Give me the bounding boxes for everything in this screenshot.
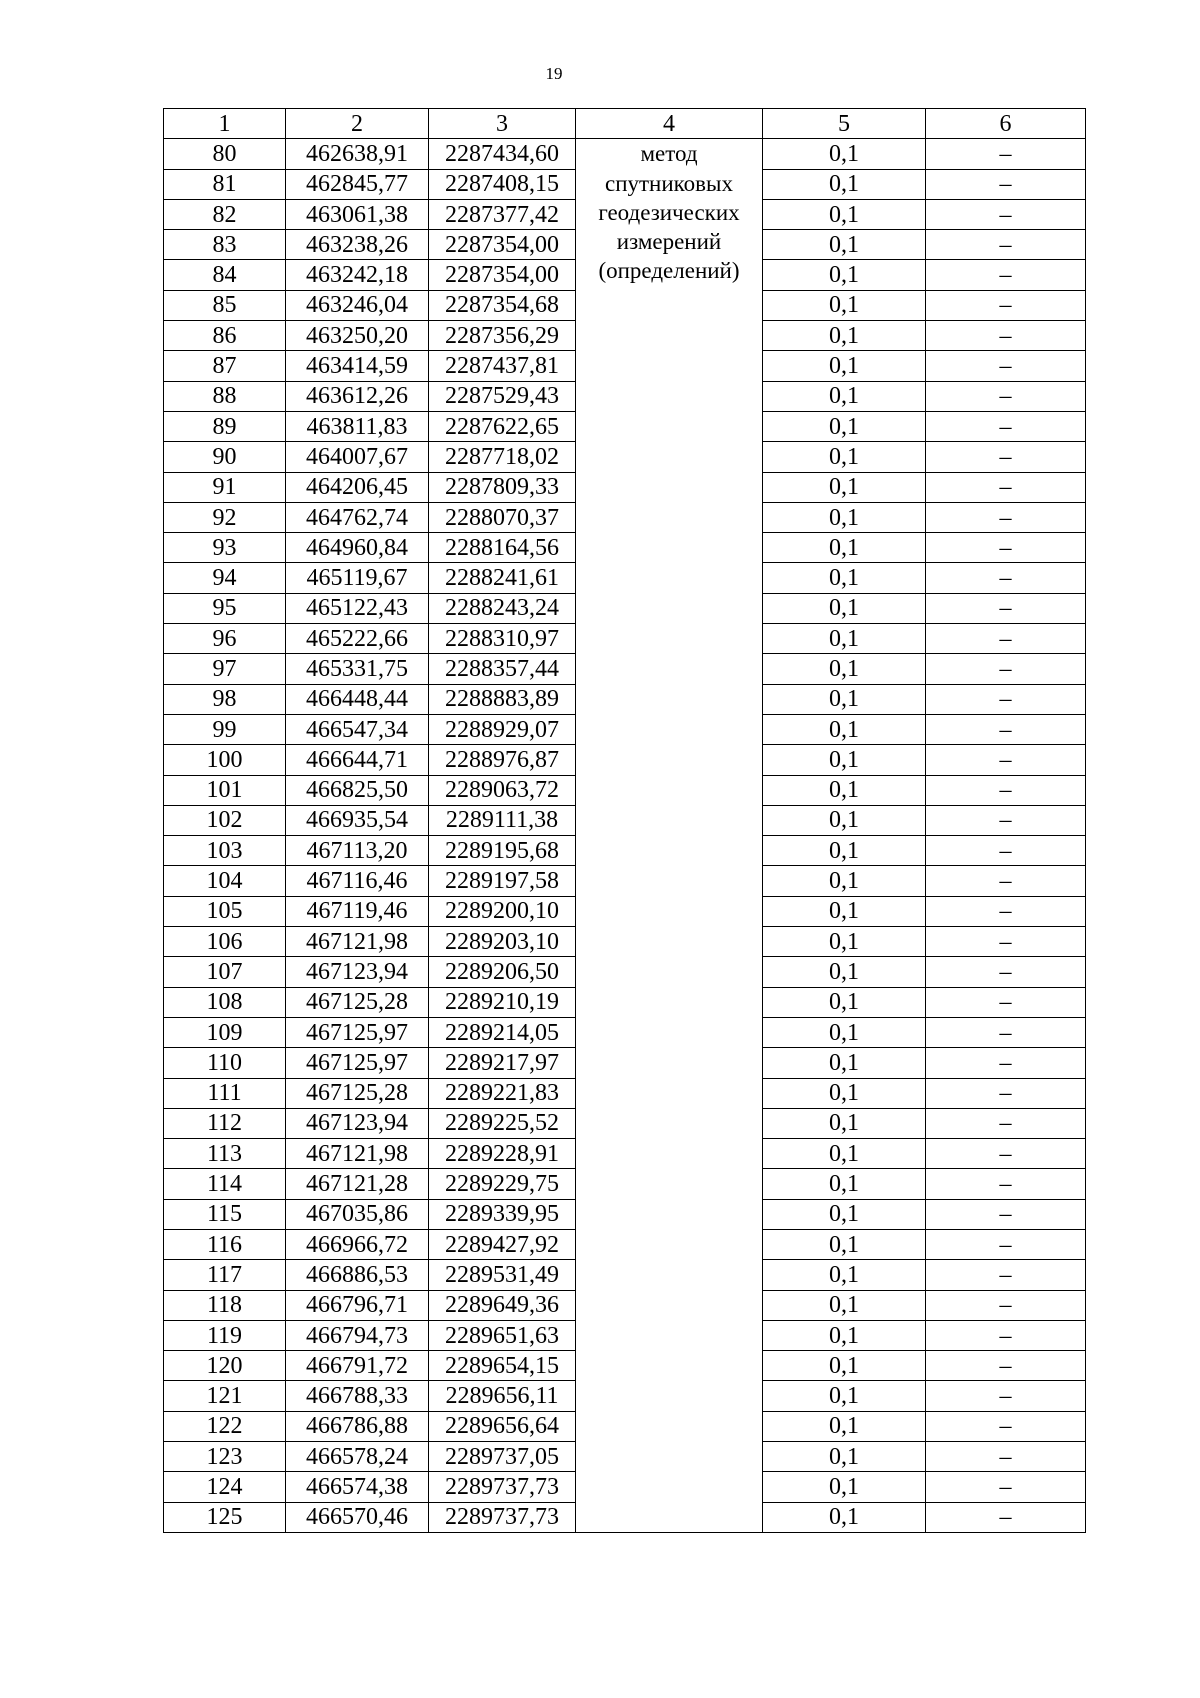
description-cell: – (926, 411, 1086, 441)
y-coordinate-cell: 2289737,73 (429, 1502, 576, 1532)
x-coordinate-cell: 466935,54 (286, 805, 429, 835)
accuracy-cell: 0,1 (763, 775, 926, 805)
x-coordinate-cell: 467121,28 (286, 1169, 429, 1199)
description-cell: – (926, 1381, 1086, 1411)
accuracy-cell: 0,1 (763, 472, 926, 502)
description-cell: – (926, 927, 1086, 957)
accuracy-cell: 0,1 (763, 351, 926, 381)
y-coordinate-cell: 2287354,68 (429, 290, 576, 320)
accuracy-cell: 0,1 (763, 260, 926, 290)
x-coordinate-cell: 465331,75 (286, 654, 429, 684)
header-cell-4: 4 (576, 109, 763, 139)
point-number-cell: 115 (164, 1199, 286, 1229)
point-number-cell: 117 (164, 1260, 286, 1290)
y-coordinate-cell: 2288243,24 (429, 593, 576, 623)
y-coordinate-cell: 2289203,10 (429, 927, 576, 957)
description-cell: – (926, 957, 1086, 987)
point-number-cell: 98 (164, 684, 286, 714)
description-cell: – (926, 1351, 1086, 1381)
x-coordinate-cell: 463811,83 (286, 411, 429, 441)
x-coordinate-cell: 466570,46 (286, 1502, 429, 1532)
point-number-cell: 100 (164, 745, 286, 775)
description-cell: – (926, 533, 1086, 563)
accuracy-cell: 0,1 (763, 1290, 926, 1320)
accuracy-cell: 0,1 (763, 411, 926, 441)
point-number-cell: 92 (164, 502, 286, 532)
method-text-line: метод (640, 141, 698, 167)
y-coordinate-cell: 2289063,72 (429, 775, 576, 805)
point-number-cell: 84 (164, 260, 286, 290)
x-coordinate-cell: 467035,86 (286, 1199, 429, 1229)
y-coordinate-cell: 2289651,63 (429, 1320, 576, 1350)
accuracy-cell: 0,1 (763, 442, 926, 472)
description-cell: – (926, 1199, 1086, 1229)
x-coordinate-cell: 463414,59 (286, 351, 429, 381)
accuracy-cell: 0,1 (763, 1078, 926, 1108)
description-cell: – (926, 381, 1086, 411)
point-number-cell: 93 (164, 533, 286, 563)
y-coordinate-cell: 2287354,00 (429, 230, 576, 260)
description-cell: – (926, 1017, 1086, 1047)
point-number-cell: 125 (164, 1502, 286, 1532)
description-cell: – (926, 1229, 1086, 1259)
method-text-line: геодезических (598, 199, 740, 225)
description-cell: – (926, 502, 1086, 532)
table-row (164, 139, 1086, 169)
x-coordinate-cell: 463246,04 (286, 290, 429, 320)
y-coordinate-cell: 2289427,92 (429, 1229, 576, 1259)
x-coordinate-cell: 467123,94 (286, 1108, 429, 1138)
description-cell: – (926, 442, 1086, 472)
accuracy-cell: 0,1 (763, 1260, 926, 1290)
point-number-cell: 101 (164, 775, 286, 805)
point-number-cell: 90 (164, 442, 286, 472)
x-coordinate-cell: 466448,44 (286, 684, 429, 714)
accuracy-cell: 0,1 (763, 866, 926, 896)
x-coordinate-cell: 467121,98 (286, 927, 429, 957)
y-coordinate-cell: 2289111,38 (429, 805, 576, 835)
y-coordinate-cell: 2289656,64 (429, 1411, 576, 1441)
point-number-cell: 82 (164, 199, 286, 229)
description-cell: – (926, 987, 1086, 1017)
method-text-line: (определений) (598, 258, 740, 284)
accuracy-cell: 0,1 (763, 381, 926, 411)
description-cell: – (926, 351, 1086, 381)
x-coordinate-cell: 464007,67 (286, 442, 429, 472)
description-cell: – (926, 836, 1086, 866)
accuracy-cell: 0,1 (763, 957, 926, 987)
accuracy-cell: 0,1 (763, 533, 926, 563)
description-cell: – (926, 896, 1086, 926)
point-number-cell: 109 (164, 1017, 286, 1047)
x-coordinate-cell: 466825,50 (286, 775, 429, 805)
header-cell-5: 5 (763, 109, 926, 139)
y-coordinate-cell: 2288070,37 (429, 502, 576, 532)
description-cell: – (926, 714, 1086, 744)
y-coordinate-cell: 2287437,81 (429, 351, 576, 381)
method-text-line: спутниковых (604, 170, 733, 196)
accuracy-cell: 0,1 (763, 836, 926, 866)
point-number-cell: 106 (164, 927, 286, 957)
x-coordinate-cell: 466886,53 (286, 1260, 429, 1290)
accuracy-cell: 0,1 (763, 1048, 926, 1078)
point-number-cell: 107 (164, 957, 286, 987)
x-coordinate-cell: 463061,38 (286, 199, 429, 229)
point-number-cell: 80 (164, 139, 286, 169)
point-number-cell: 99 (164, 714, 286, 744)
point-number-cell: 120 (164, 1351, 286, 1381)
y-coordinate-cell: 2289225,52 (429, 1108, 576, 1138)
y-coordinate-cell: 2288929,07 (429, 714, 576, 744)
point-number-cell: 112 (164, 1108, 286, 1138)
description-cell: – (926, 593, 1086, 623)
accuracy-cell: 0,1 (763, 987, 926, 1017)
description-cell: – (926, 654, 1086, 684)
x-coordinate-cell: 467113,20 (286, 836, 429, 866)
description-cell: – (926, 624, 1086, 654)
accuracy-cell: 0,1 (763, 139, 926, 169)
x-coordinate-cell: 467119,46 (286, 896, 429, 926)
x-coordinate-cell: 465119,67 (286, 563, 429, 593)
header-cell-3: 3 (429, 109, 576, 139)
description-cell: – (926, 1442, 1086, 1472)
point-number-cell: 113 (164, 1139, 286, 1169)
description-cell: – (926, 1078, 1086, 1108)
x-coordinate-cell: 467125,28 (286, 987, 429, 1017)
x-coordinate-cell: 463242,18 (286, 260, 429, 290)
accuracy-cell: 0,1 (763, 563, 926, 593)
point-number-cell: 110 (164, 1048, 286, 1078)
x-coordinate-cell: 466644,71 (286, 745, 429, 775)
accuracy-cell: 0,1 (763, 502, 926, 532)
y-coordinate-cell: 2289737,05 (429, 1442, 576, 1472)
y-coordinate-cell: 2289737,73 (429, 1472, 576, 1502)
point-number-cell: 95 (164, 593, 286, 623)
description-cell: – (926, 1320, 1086, 1350)
accuracy-cell: 0,1 (763, 1320, 926, 1350)
x-coordinate-cell: 463238,26 (286, 230, 429, 260)
x-coordinate-cell: 466574,38 (286, 1472, 429, 1502)
point-number-cell: 119 (164, 1320, 286, 1350)
y-coordinate-cell: 2287377,42 (429, 199, 576, 229)
description-cell: – (926, 169, 1086, 199)
x-coordinate-cell: 466791,72 (286, 1351, 429, 1381)
point-number-cell: 86 (164, 321, 286, 351)
description-cell: – (926, 563, 1086, 593)
accuracy-cell: 0,1 (763, 805, 926, 835)
point-number-cell: 118 (164, 1290, 286, 1320)
description-cell: – (926, 684, 1086, 714)
x-coordinate-cell: 467125,28 (286, 1078, 429, 1108)
y-coordinate-cell: 2289206,50 (429, 957, 576, 987)
y-coordinate-cell: 2287718,02 (429, 442, 576, 472)
y-coordinate-cell: 2287408,15 (429, 169, 576, 199)
point-number-cell: 121 (164, 1381, 286, 1411)
point-number-cell: 87 (164, 351, 286, 381)
description-cell: – (926, 1502, 1086, 1532)
header-cell-1: 1 (164, 109, 286, 139)
x-coordinate-cell: 464960,84 (286, 533, 429, 563)
accuracy-cell: 0,1 (763, 321, 926, 351)
accuracy-cell: 0,1 (763, 1411, 926, 1441)
accuracy-cell: 0,1 (763, 1017, 926, 1047)
accuracy-cell: 0,1 (763, 624, 926, 654)
x-coordinate-cell: 464206,45 (286, 472, 429, 502)
y-coordinate-cell: 2288241,61 (429, 563, 576, 593)
x-coordinate-cell: 466786,88 (286, 1411, 429, 1441)
accuracy-cell: 0,1 (763, 1442, 926, 1472)
y-coordinate-cell: 2289197,58 (429, 866, 576, 896)
description-cell: – (926, 1290, 1086, 1320)
accuracy-cell: 0,1 (763, 714, 926, 744)
accuracy-cell: 0,1 (763, 230, 926, 260)
y-coordinate-cell: 2287434,60 (429, 139, 576, 169)
point-number-cell: 102 (164, 805, 286, 835)
y-coordinate-cell: 2287356,29 (429, 321, 576, 351)
point-number-cell: 97 (164, 654, 286, 684)
accuracy-cell: 0,1 (763, 169, 926, 199)
x-coordinate-cell: 467121,98 (286, 1139, 429, 1169)
point-number-cell: 94 (164, 563, 286, 593)
y-coordinate-cell: 2289229,75 (429, 1169, 576, 1199)
point-number-cell: 124 (164, 1472, 286, 1502)
y-coordinate-cell: 2289195,68 (429, 836, 576, 866)
x-coordinate-cell: 466578,24 (286, 1442, 429, 1472)
y-coordinate-cell: 2289339,95 (429, 1199, 576, 1229)
description-cell: – (926, 290, 1086, 320)
y-coordinate-cell: 2289656,11 (429, 1381, 576, 1411)
description-cell: – (926, 866, 1086, 896)
accuracy-cell: 0,1 (763, 1199, 926, 1229)
y-coordinate-cell: 2289200,10 (429, 896, 576, 926)
accuracy-cell: 0,1 (763, 1108, 926, 1138)
accuracy-cell: 0,1 (763, 654, 926, 684)
point-number-cell: 104 (164, 866, 286, 896)
y-coordinate-cell: 2289531,49 (429, 1260, 576, 1290)
x-coordinate-cell: 466788,33 (286, 1381, 429, 1411)
accuracy-cell: 0,1 (763, 1169, 926, 1199)
point-number-cell: 89 (164, 411, 286, 441)
point-number-cell: 81 (164, 169, 286, 199)
accuracy-cell: 0,1 (763, 1351, 926, 1381)
x-coordinate-cell: 466966,72 (286, 1229, 429, 1259)
description-cell: – (926, 260, 1086, 290)
description-cell: – (926, 1139, 1086, 1169)
page-number: 19 (545, 64, 563, 83)
accuracy-cell: 0,1 (763, 1381, 926, 1411)
y-coordinate-cell: 2288164,56 (429, 533, 576, 563)
x-coordinate-cell: 465222,66 (286, 624, 429, 654)
point-number-cell: 114 (164, 1169, 286, 1199)
accuracy-cell: 0,1 (763, 896, 926, 926)
description-cell: – (926, 230, 1086, 260)
y-coordinate-cell: 2289228,91 (429, 1139, 576, 1169)
description-cell: – (926, 775, 1086, 805)
x-coordinate-cell: 465122,43 (286, 593, 429, 623)
point-number-cell: 88 (164, 381, 286, 411)
point-number-cell: 123 (164, 1442, 286, 1472)
header-row (164, 109, 1086, 139)
y-coordinate-cell: 2289214,05 (429, 1017, 576, 1047)
description-cell: – (926, 139, 1086, 169)
x-coordinate-cell: 466794,73 (286, 1320, 429, 1350)
description-cell: – (926, 745, 1086, 775)
y-coordinate-cell: 2287354,00 (429, 260, 576, 290)
x-coordinate-cell: 466796,71 (286, 1290, 429, 1320)
x-coordinate-cell: 462638,91 (286, 139, 429, 169)
y-coordinate-cell: 2289221,83 (429, 1078, 576, 1108)
point-number-cell: 96 (164, 624, 286, 654)
x-coordinate-cell: 467123,94 (286, 957, 429, 987)
accuracy-cell: 0,1 (763, 1502, 926, 1532)
method-text-line: измерений (616, 229, 722, 255)
description-cell: – (926, 805, 1086, 835)
x-coordinate-cell: 464762,74 (286, 502, 429, 532)
method-cell (576, 139, 763, 1533)
accuracy-cell: 0,1 (763, 290, 926, 320)
accuracy-cell: 0,1 (763, 927, 926, 957)
y-coordinate-cell: 2287809,33 (429, 472, 576, 502)
y-coordinate-cell: 2288310,97 (429, 624, 576, 654)
x-coordinate-cell: 467125,97 (286, 1017, 429, 1047)
x-coordinate-cell: 466547,34 (286, 714, 429, 744)
point-number-cell: 91 (164, 472, 286, 502)
description-cell: – (926, 1108, 1086, 1138)
accuracy-cell: 0,1 (763, 684, 926, 714)
x-coordinate-cell: 463250,20 (286, 321, 429, 351)
point-number-cell: 116 (164, 1229, 286, 1259)
x-coordinate-cell: 463612,26 (286, 381, 429, 411)
accuracy-cell: 0,1 (763, 593, 926, 623)
y-coordinate-cell: 2287529,43 (429, 381, 576, 411)
point-number-cell: 83 (164, 230, 286, 260)
point-number-cell: 105 (164, 896, 286, 926)
x-coordinate-cell: 462845,77 (286, 169, 429, 199)
point-number-cell: 108 (164, 987, 286, 1017)
description-cell: – (926, 1048, 1086, 1078)
x-coordinate-cell: 467125,97 (286, 1048, 429, 1078)
accuracy-cell: 0,1 (763, 199, 926, 229)
y-coordinate-cell: 2288357,44 (429, 654, 576, 684)
header-cell-2: 2 (286, 109, 429, 139)
y-coordinate-cell: 2289217,97 (429, 1048, 576, 1078)
description-cell: – (926, 321, 1086, 351)
x-coordinate-cell: 467116,46 (286, 866, 429, 896)
accuracy-cell: 0,1 (763, 1139, 926, 1169)
y-coordinate-cell: 2289654,15 (429, 1351, 576, 1381)
coordinates-table (163, 108, 1086, 1533)
header-cell-6: 6 (926, 109, 1086, 139)
accuracy-cell: 0,1 (763, 1472, 926, 1502)
point-number-cell: 85 (164, 290, 286, 320)
description-cell: – (926, 1169, 1086, 1199)
description-cell: – (926, 472, 1086, 502)
coordinates-table-body (164, 109, 1086, 1533)
point-number-cell: 122 (164, 1411, 286, 1441)
description-cell: – (926, 1411, 1086, 1441)
description-cell: – (926, 1260, 1086, 1290)
accuracy-cell: 0,1 (763, 1229, 926, 1259)
y-coordinate-cell: 2288976,87 (429, 745, 576, 775)
y-coordinate-cell: 2289210,19 (429, 987, 576, 1017)
y-coordinate-cell: 2288883,89 (429, 684, 576, 714)
point-number-cell: 111 (164, 1078, 286, 1108)
description-cell: – (926, 199, 1086, 229)
point-number-cell: 103 (164, 836, 286, 866)
y-coordinate-cell: 2287622,65 (429, 411, 576, 441)
accuracy-cell: 0,1 (763, 745, 926, 775)
y-coordinate-cell: 2289649,36 (429, 1290, 576, 1320)
description-cell: – (926, 1472, 1086, 1502)
